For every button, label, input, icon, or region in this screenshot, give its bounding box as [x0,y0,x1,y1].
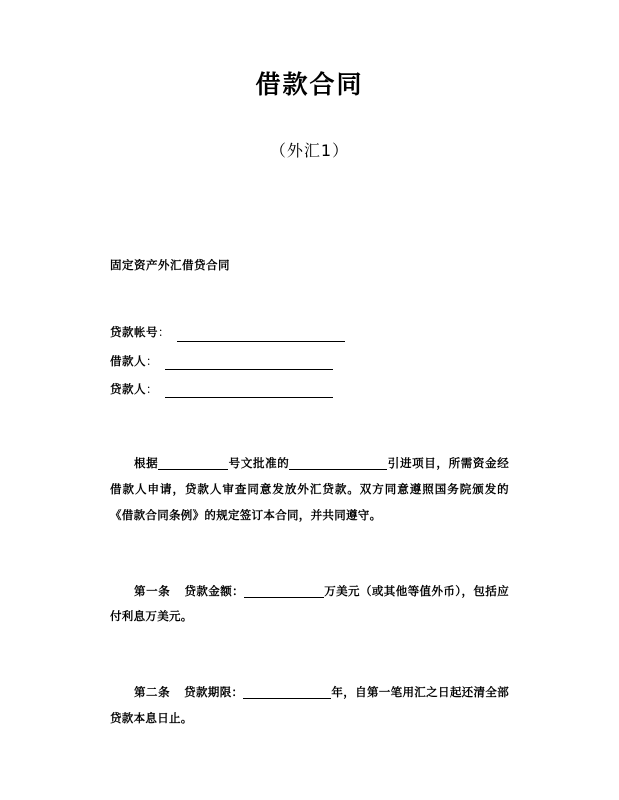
field-label-loan-account: 贷款帐号 [110,325,158,340]
preamble-text-3: 引进项目，所需资金经借款人申请，贷款人审查同意发放外汇贷款。双方同意遵照国务院颁发的《借款合同条例》的规定签订本合同，并共同遵守。 [110,455,510,522]
article-two-blank-1[interactable] [243,698,331,699]
article-one-label: 第一条 [134,583,171,598]
paragraph-article-one [110,579,509,631]
field-row-loan-account [110,318,509,346]
preamble-text-1: 根据 [134,455,159,470]
page-title: 借款合同 [255,70,364,99]
field-label-lender: 贷款人 [110,381,146,396]
field-row-borrower [110,347,509,375]
article-one-text-2: 万美元（或其他等值外币），包括应付利息 [110,583,510,624]
preamble-text-2: 号文批准的 [228,455,290,470]
article-two-label: 第二条 [134,685,171,700]
field-label-borrower: 借款人 [110,353,146,368]
article-one-blank-1[interactable] [244,597,324,598]
article-one-text-3: 万美元。 [145,609,193,624]
field-colon-borrower: ： [146,353,158,368]
page-subtitle: （外汇1） [269,141,350,160]
preamble-blank-2[interactable] [289,469,387,470]
article-two-text-1: 贷款期限： [184,685,244,700]
document-body [0,256,619,732]
field-row-lender [110,375,509,403]
field-input-loan-account[interactable] [177,340,345,342]
field-input-borrower[interactable] [165,368,333,370]
article-one-text-1: 贷款金额： [184,583,245,598]
section-heading: 固定资产外汇借贷合同 [110,258,230,272]
field-input-lender[interactable] [165,396,333,398]
field-colon-lender: ： [146,381,158,396]
field-list [110,318,509,403]
preamble-blank-1[interactable] [158,469,228,470]
field-colon-loan-account: ： [158,325,170,340]
paragraph-preamble [110,451,509,529]
paragraph-article-two [110,680,509,732]
article-two-text-2: 年，自第一笔用汇之日起还清全部贷款本息日止。 [110,685,509,726]
